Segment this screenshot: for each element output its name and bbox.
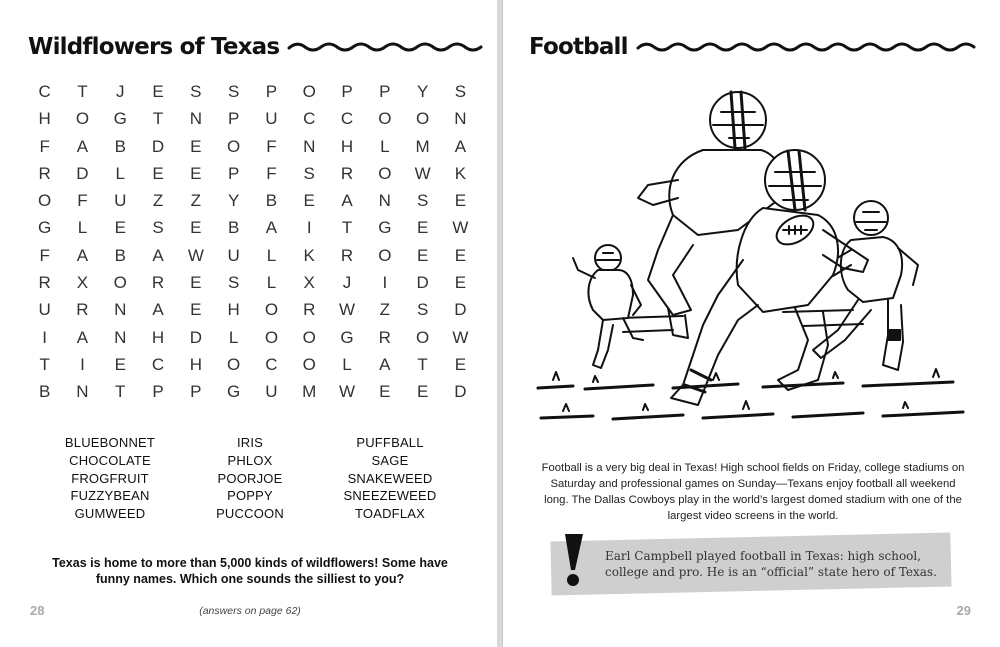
grid-letter: G <box>113 109 128 129</box>
grid-row <box>26 160 480 187</box>
page-title: Wildflowers of Texas <box>28 34 280 60</box>
grid-letter: W <box>452 327 469 347</box>
grid-letter: D <box>76 163 90 183</box>
grid-letter: E <box>416 382 429 402</box>
grid-letter: P <box>341 82 354 101</box>
grid-letter: E <box>416 245 429 265</box>
grid-letter: P <box>190 382 202 402</box>
grid-letter: S <box>227 82 240 101</box>
word-list-item: SNEEZEWEED <box>343 488 437 504</box>
grid-letter: A <box>454 136 467 156</box>
grid-letter: J <box>115 82 125 101</box>
grid-letter: S <box>190 82 202 101</box>
grid-letter: H <box>151 327 165 347</box>
grid-letter: R <box>340 245 354 265</box>
grid-letter: P <box>152 382 165 402</box>
grid-letter: C <box>340 109 354 129</box>
grid-letter: R <box>340 163 354 183</box>
grid-letter: I <box>382 273 388 293</box>
grid-letter: N <box>114 327 127 347</box>
grid-row <box>26 187 480 214</box>
grid-letter: D <box>416 273 430 293</box>
title-row <box>529 30 981 64</box>
grid-letter: N <box>114 300 127 320</box>
grid-letter: O <box>264 300 279 320</box>
grid-letter: E <box>190 218 202 238</box>
grid-letter: T <box>77 82 89 101</box>
grid-letter: W <box>452 218 469 238</box>
grid-letter: S <box>227 273 240 293</box>
grid-letter: S <box>303 163 316 183</box>
grid-letter: O <box>227 354 241 374</box>
grid-letter: C <box>303 109 316 129</box>
grid-letter: H <box>227 300 241 320</box>
grid-letter: L <box>380 136 391 156</box>
grid-letter: W <box>414 163 432 183</box>
grid-letter: G <box>227 382 241 402</box>
grid-letter: F <box>77 191 89 211</box>
grid-letter: U <box>265 382 279 402</box>
grid-letter: O <box>378 109 392 129</box>
grid-letter: B <box>227 218 240 238</box>
grid-letter: D <box>151 136 165 156</box>
word-search-grid <box>26 78 480 406</box>
grid-letter: S <box>152 218 165 238</box>
grid-letter: E <box>303 191 316 211</box>
word-list-item: POORJOE <box>217 470 283 486</box>
grid-letter: F <box>266 163 278 183</box>
grid-letter: N <box>378 191 392 211</box>
page-number: 29 <box>956 603 971 618</box>
grid-row <box>26 242 480 269</box>
grid-letter: T <box>39 354 51 374</box>
grid-letter: W <box>339 382 356 402</box>
page-29 <box>502 0 1000 647</box>
grid-letter: N <box>189 109 203 129</box>
grid-letter: C <box>265 354 279 374</box>
word-list-item: SNAKEWEED <box>347 470 433 486</box>
grid-letter: R <box>303 300 316 320</box>
word-list-item: TOADFLAX <box>355 506 425 522</box>
grid-letter: E <box>114 354 127 374</box>
grid-letter: E <box>152 163 165 183</box>
grid-letter: E <box>454 191 467 211</box>
grid-letter: Y <box>227 191 240 211</box>
grid-letter: O <box>302 327 317 347</box>
grid-row <box>26 296 480 323</box>
grid-letter: H <box>38 109 52 129</box>
answers-note: (answers on page 62) <box>199 605 301 617</box>
page-number: 28 <box>30 603 45 618</box>
grid-row <box>26 78 480 105</box>
grid-row <box>26 133 480 160</box>
grid-letter: R <box>38 163 52 183</box>
grid-letter: F <box>39 245 51 265</box>
grid-letter: A <box>265 218 278 238</box>
grid-letter: A <box>76 245 89 265</box>
grid-letter: L <box>342 354 353 374</box>
grid-letter: N <box>76 382 90 402</box>
grid-letter: U <box>38 300 52 320</box>
grid-letter: R <box>76 300 90 320</box>
word-list-item: PHLOX <box>227 452 273 468</box>
grid-letter: R <box>378 327 392 347</box>
grid-letter: S <box>416 191 429 211</box>
grid-row <box>26 324 480 351</box>
grid-letter: I <box>306 218 313 238</box>
grid-row <box>26 378 480 405</box>
grid-letter: D <box>189 327 203 347</box>
grid-letter: B <box>265 191 278 211</box>
grid-letter: O <box>113 273 128 293</box>
grid-letter: L <box>228 327 239 347</box>
body-text: Football is a very big deal in Texas! High school fields on Friday, college stadiums on Saturday and professional games on Sunday—Texans enjoy football all weekend long. The Dallas Cowboys play in the world’s largest domed stadium with one of the largest video screens in the world. <box>541 462 965 522</box>
grid-letter: D <box>454 382 468 402</box>
grid-letter: H <box>189 354 203 374</box>
word-list-column <box>40 434 180 523</box>
grid-letter: E <box>454 273 467 293</box>
grid-letter: E <box>190 273 202 293</box>
grid-letter: E <box>190 300 202 320</box>
grid-letter: R <box>38 273 52 293</box>
grid-letter: T <box>417 354 429 374</box>
grid-row <box>26 105 480 132</box>
grid-letter: B <box>114 136 127 156</box>
grid-letter: R <box>151 273 165 293</box>
grid-row <box>26 351 480 378</box>
grid-letter: O <box>264 327 279 347</box>
grid-letter: A <box>152 300 165 320</box>
football-players-illustration <box>533 80 973 440</box>
grid-letter: G <box>340 327 355 347</box>
grid-letter: L <box>115 163 126 183</box>
word-list-item: PUFFBALL <box>356 435 424 450</box>
word-list-item: CHOCOLATE <box>69 452 151 468</box>
grid-letter: C <box>151 354 165 374</box>
grid-letter: I <box>42 327 48 347</box>
grid-letter: T <box>341 218 353 238</box>
grid-letter: P <box>379 82 391 101</box>
grid-letter: E <box>454 354 467 374</box>
grid-letter: P <box>227 163 240 183</box>
grid-letter: X <box>76 273 89 293</box>
grid-letter: K <box>454 163 467 183</box>
fun-fact-callout <box>545 535 945 593</box>
grid-letter: M <box>415 136 431 156</box>
grid-letter: O <box>302 82 317 101</box>
word-list-item: GUMWEED <box>74 506 146 522</box>
grid-letter: O <box>378 245 392 265</box>
grid-letter: B <box>114 245 127 265</box>
word-list-item: IRIS <box>236 435 264 450</box>
grid-letter: T <box>115 382 126 402</box>
grid-letter: G <box>378 218 392 238</box>
fact-text: Earl Campbell played football in Texas: high school, college and pro. He is an “official” state hero of Texas. <box>605 549 937 579</box>
grid-letter: U <box>265 109 279 129</box>
grid-letter: L <box>77 218 88 238</box>
grid-letter: E <box>114 218 127 238</box>
grid-letter: O <box>416 109 430 129</box>
grid-letter: P <box>227 109 240 129</box>
grid-letter: G <box>38 218 52 238</box>
grid-letter: U <box>227 245 241 265</box>
word-list-column <box>180 434 320 523</box>
grid-letter: N <box>454 109 468 129</box>
grid-letter: W <box>339 300 356 320</box>
grid-letter: O <box>227 136 241 156</box>
page-28 <box>0 0 498 647</box>
grid-letter: Z <box>152 191 164 211</box>
grid-letter: E <box>190 163 202 183</box>
grid-letter: O <box>38 191 52 211</box>
grid-letter: S <box>416 300 429 320</box>
grid-letter: E <box>379 382 391 402</box>
squiggle-decoration <box>287 40 487 54</box>
word-list <box>40 434 460 523</box>
grid-letter: L <box>266 273 277 293</box>
grid-letter: Z <box>190 191 202 211</box>
grid-letter: O <box>416 327 430 347</box>
grid-letter: C <box>38 82 52 101</box>
grid-letter: F <box>39 136 51 156</box>
tip-text: Texas is home to more than 5,000 kinds of wildflowers! Some have funny names. Which one sounds the silliest to you? <box>52 556 448 586</box>
grid-letter: F <box>266 136 278 156</box>
grid-letter: Z <box>379 300 391 320</box>
grid-letter: E <box>190 136 202 156</box>
grid-row <box>26 269 480 296</box>
grid-letter: A <box>76 327 89 347</box>
word-list-item: FUZZYBEAN <box>70 488 150 504</box>
squiggle-decoration <box>636 40 981 54</box>
grid-letter: O <box>302 354 317 374</box>
word-list-item: BLUEBONNET <box>64 435 156 450</box>
grid-letter: H <box>340 136 354 156</box>
grid-letter: A <box>152 245 165 265</box>
exclamation-icon <box>559 530 589 590</box>
grid-letter: P <box>265 82 278 101</box>
grid-letter: A <box>341 191 354 211</box>
word-list-item: POPPY <box>227 488 273 504</box>
grid-letter: E <box>152 82 165 101</box>
grid-letter: N <box>303 136 316 156</box>
grid-letter: J <box>342 273 352 293</box>
word-list-item: SAGE <box>371 452 409 468</box>
grid-letter: W <box>187 245 205 265</box>
word-list-column <box>320 434 460 523</box>
grid-letter: S <box>454 82 467 101</box>
grid-letter: B <box>38 382 51 402</box>
grid-letter: T <box>152 109 164 129</box>
title-row <box>28 30 487 64</box>
grid-letter: A <box>379 354 391 374</box>
grid-letter: U <box>114 191 127 211</box>
grid-letter: I <box>80 354 86 374</box>
grid-letter: Y <box>416 82 429 101</box>
grid-letter: X <box>303 273 316 293</box>
grid-letter: E <box>416 218 429 238</box>
grid-letter: M <box>302 382 317 402</box>
page-title: Football <box>529 34 628 60</box>
grid-letter: E <box>454 245 467 265</box>
grid-row <box>26 214 480 241</box>
grid-letter: A <box>76 136 89 156</box>
word-list-item: FROGFRUIT <box>71 470 149 486</box>
grid-letter: O <box>75 109 90 129</box>
grid-letter: L <box>266 245 277 265</box>
grid-letter: K <box>303 245 316 265</box>
grid-letter: D <box>454 300 468 320</box>
grid-letter: O <box>378 163 392 183</box>
word-list-item: PUCCOON <box>216 506 284 522</box>
